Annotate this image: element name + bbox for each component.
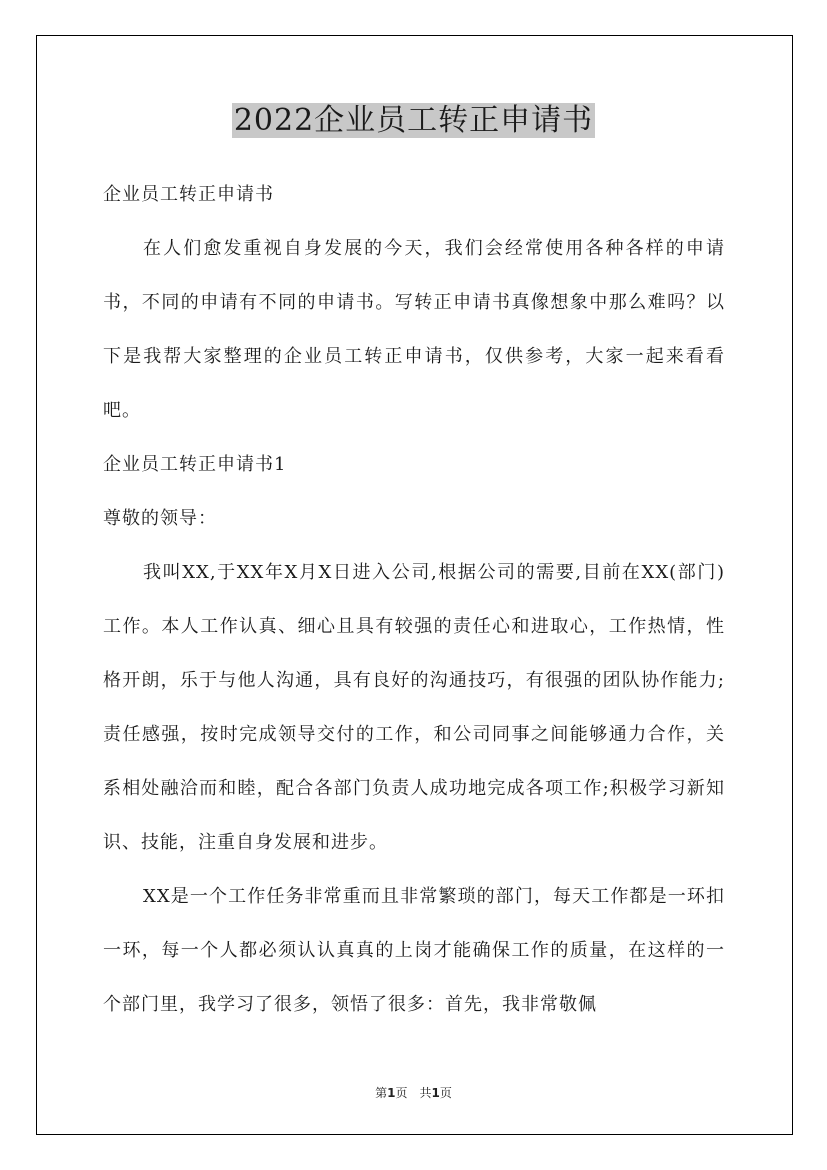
document-title: 2022企业员工转正申请书: [233, 103, 594, 138]
paragraph: XX是一个工作任务非常重而且非常繁琐的部门，每天工作都是一环扣一环，每一个人都必须认认真真的上岗才能确保工作的质量，在这样的一个部门里，我学习了很多，领悟了很多：首先，我非常敬佩: [103, 886, 725, 1015]
paragraph: 在人们愈发重视自身发展的今天，我们会经常使用各种各样的申请书，不同的申请有不同的申请书。写转正申请书真像想象中那么难吗？以下是我帮大家整理的企业员工转正申请书，仅供参考，大家一起来看看吧。: [103, 238, 725, 421]
paragraph: 我叫XX,于XX年X月X日进入公司,根据公司的需要,目前在XX(部门)工作。本人工作认真、细心且具有较强的责任心和进取心，工作热情，性格开朗，乐于与他人沟通，具有良好的沟通技巧，有很强的团队协作能力;责任感强，按时完成领导交付的工作，和公司同事之间能够通力合作，关系相处融洽而和睦，配合各部门负责人成功地完成各项工作;积极学习新知识、技能，注重自身发展和进步。: [103, 562, 725, 853]
paragraph: 尊敬的领导：: [103, 508, 217, 529]
paragraph: 企业员工转正申请书1: [103, 454, 287, 475]
page-footer: [0, 1084, 827, 1101]
page-mid: 页 共: [395, 1086, 432, 1100]
document-title-container: [0, 101, 827, 141]
page-current: 1: [387, 1086, 396, 1100]
document-body: [103, 168, 725, 1032]
paragraph: 企业员工转正申请书: [103, 184, 274, 205]
page-prefix: 第: [375, 1086, 388, 1100]
page-total: 1: [431, 1086, 440, 1100]
page-suffix: 页: [439, 1086, 452, 1100]
